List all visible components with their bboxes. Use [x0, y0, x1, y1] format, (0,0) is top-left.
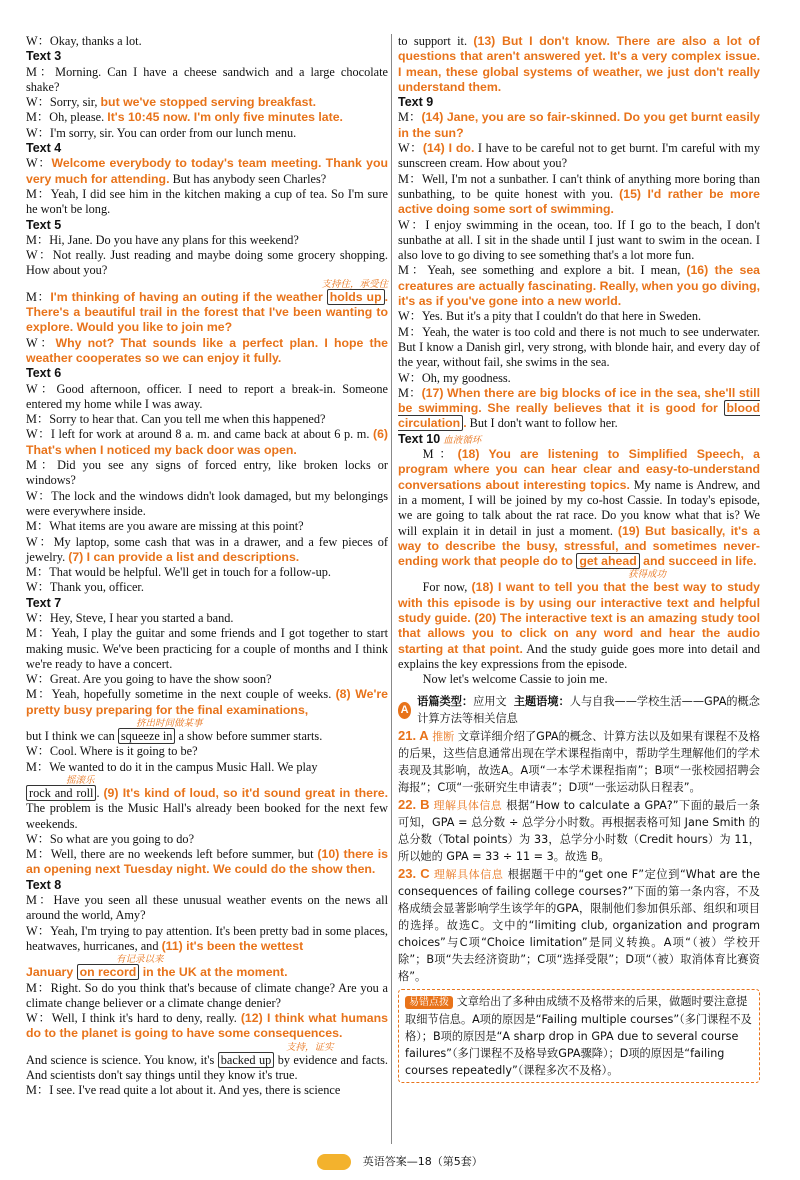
line: M：Have you seen all these unusual weather events on the news all around the world, Amy?	[26, 893, 388, 923]
line: W：(14) I do. I have to be careful not to get burnt. I'm careful with my sunscreen cream. How about you?	[398, 141, 761, 171]
page-footer	[0, 1153, 800, 1170]
line: W：So what are you going to do?	[26, 831, 195, 846]
section-heading: Text 8	[26, 877, 62, 892]
line: W：Not really. Just reading and maybe doing some grocery shopping. How about you?	[26, 248, 388, 278]
error-tip-box	[398, 989, 760, 1083]
section-heading: Text 7	[26, 595, 62, 610]
context-label: 主题语境：	[513, 695, 570, 709]
line: W：Well, I think it's hard to deny, really. (12) I think what humans do to the planet is going to have some consequences.	[26, 1011, 388, 1041]
tip-text: 文章给出了多种由成绩不及格带来的后果，做题时要注意提取细节信息。A项的原因是“Failing multiple courses”（多门课程不及格）；B项的原因是“A sharp drop in GPA due to several course failures”（多门课程不及格导致GPA骤降）；D项的原因是“failing courses repeatedly”（课程多次不及格）。	[405, 995, 752, 1078]
line: M：Hi, Jane. Do you have any plans for this weekend?	[26, 232, 299, 247]
genre-label: 语篇类型：	[417, 695, 474, 709]
line: M：Yeah, I did see him in the kitchen making a cup of tea. So I'm sure he won't be long.	[26, 186, 388, 217]
line: W：Yeah, I'm trying to pay attention. It's been pretty bad in some places, heatwaves, hurricanes, and (11) it's been the wettest	[26, 923, 388, 953]
line: W：Cool. Where is it going to be?	[26, 744, 198, 759]
section-heading: Text 10	[398, 431, 441, 446]
line: W：Sorry, sir, but we've stopped serving breakfast.	[26, 95, 316, 110]
line: to support it. (13) But I don't know. There are also a lot of questions that aren't answered yet. It's a very complex issue. I mean, these global systems of weather, we just don't really understand them.	[398, 34, 760, 94]
line	[398, 432, 760, 447]
annotation: 支持，证实	[286, 1041, 334, 1053]
line: W：Yes. But it's a pity that I couldn't do that here in Sweden.	[398, 309, 702, 324]
left-column	[26, 34, 388, 1099]
line: W：Hey, Steve, I hear you started a band.	[26, 610, 234, 625]
answer-21: 21. A 推断 文章详细介绍了GPA的概念、计算方法以及如果有课程不及格的后果，这些信息通常出现在学术课程指南中，帮助学生理解他们的学术表现及其影响，故选A。A项“一本学术课程指南”；B项“一张校园招聘会海报”；C项“一张研究生申请表”；D项“一张运动队日程表”。	[398, 728, 761, 795]
line: M：I see. I've read quite a lot about it. And yes, there is science	[26, 1083, 341, 1098]
line: W：The lock and the windows didn't look damaged, but my belongings were everywhere inside.	[26, 488, 388, 518]
section-heading: Text 9	[398, 95, 434, 110]
tip-label: 易错点拨	[405, 996, 453, 1009]
answer-23: 23. C 理解具体信息 根据题干中的“get one F”定位到“What are the consequences of failing college courses?”下面的第一条内容，不及格成绩会显著影响学生该学年的GPA，限制他们参加俱乐部、组织和项目的选择。故选C。文中的“limiting club, organization and program choices”与C项“Choice limitation”是同义转换。A项“（被）学校开除”；B项“失去经济资助”；C项“选择受限”；D项“（被）取消体育比赛资格”。	[398, 866, 760, 984]
line: W：Good afternoon, officer. I need to report a break-in. Someone entered my home while I was away.	[26, 381, 388, 411]
line: M：Morning. Can I have a cheese sandwich and a large chocolate shake?	[26, 64, 388, 94]
line: W：I enjoy swimming in the ocean, too. If I go to the beach, I don't sunbathe at all. I sit in the shade until I just want to swim in the ocean. I also love to go diving to see something that's a lot more fun.	[398, 217, 760, 263]
line: M：Yeah, hopefully sometime in the next couple of weeks. (8) We're pretty busy preparing for the final examinations,	[26, 687, 388, 717]
column-divider	[391, 34, 392, 1144]
line: but I think we can squeeze in a show before summer starts.	[26, 729, 323, 744]
line: M：Right. So do you think that's because of climate change? Are you a climate change believer or a climate change denier?	[26, 980, 388, 1010]
line: W：I'm sorry, sir. You can order from our lunch menu.	[26, 125, 297, 140]
right-column	[398, 34, 760, 1083]
annotation: 挤出时间做某事	[136, 718, 203, 730]
line: For now, (18) I want to tell you that the best way to study with this episode is by using our interactive text and helpful study guide. (20) The interactive text is an amazing study tool that allows you to click on any word and hear the audio starting at that point. And the study guide goes more into detail and explains the key expressions from the episode.	[398, 580, 761, 671]
section-heading: Text 5	[26, 217, 62, 232]
line: M：What items are you aware are missing at this point?	[26, 519, 304, 534]
annotation: 摇滚乐	[66, 774, 95, 786]
annotation: 支持住，承受住	[321, 278, 388, 290]
annotation: 有记录以来	[116, 954, 164, 966]
line: W：Welcome everybody to today's team meeting. Thank you very much for attending. But has anybody seen Charles?	[26, 156, 388, 186]
line: M：I'm thinking of having an outing if the weather holds up . There's a beautiful trail in the forest that I've been wanting to explore. Would you like to join me?	[26, 289, 389, 335]
line: W：Oh, my goodness.	[398, 370, 511, 385]
line: Now let's welcome Cassie to join me.	[422, 672, 608, 687]
publisher-logo-icon	[317, 1154, 351, 1170]
line: rock and roll . (9) It's kind of loud, so it'd sound great in there. The problem is the Music Hall's already been booked for the next few weekends.	[26, 785, 388, 831]
line: M：Sorry to hear that. Can you tell me when this happened?	[26, 412, 326, 427]
genre-line	[398, 693, 760, 727]
context: 人与自我——学校生活——GPA的概念计算方法等相关信息	[417, 695, 760, 726]
line: And science is science. You know, it's backed up by evidence and facts. And scientists don't say things until they know it's true.	[26, 1052, 388, 1082]
line: W：My laptop, some cash that was in a drawer, and a few pieces of jewelry. (7) I can provide a list and descriptions.	[26, 534, 388, 564]
line: W：Thank you, officer.	[26, 580, 144, 595]
line: M：Yeah, the water is too cold and there is not much to see underwater. But I know a Danish girl, very strong, with blonde hair, and every day of the year, without fail, she swims in the sea.	[398, 324, 760, 370]
line: W：Why not? That sounds like a perfect plan. I hope the weather cooperates so we can enjoy it fully.	[26, 335, 388, 365]
line: M：Yeah, see something and explore a bit. I mean, (16) the sea creatures are actually fascinating. Really, when you go diving, it's as if you've gone into a new world.	[398, 263, 761, 309]
genre: 应用文	[473, 695, 507, 709]
line: W：Okay, thanks a lot.	[26, 34, 142, 48]
line: January on record in the UK at the moment.	[26, 965, 288, 980]
line: W：I left for work at around 8 a. m. and came back at about 6 p. m. (6) That's when I noticed my back door was open.	[26, 427, 388, 457]
footer-text: 英语答案—18（第5套）	[362, 1155, 483, 1168]
line: M：We wanted to do it in the campus Music Hall. We play	[26, 759, 318, 774]
answer-22: 22. B 理解具体信息 根据“How to calculate a GPA?”下面的最后一条可知，GPA = 总分数 ÷ 总学分小时数。再根据表格可知 Jane Smith 的总分数（Total points）为 33，总学分小时数（Credit hours）为 11，所以她的 GPA = 33 ÷ 11 = 3。故选 B。	[398, 797, 760, 864]
line: M：Oh, please. It's 10:45 now. I'm only five minutes late.	[26, 110, 343, 125]
annotation: 血液循环	[443, 434, 482, 446]
section-heading: Text 6	[26, 366, 62, 381]
line: M：(14) Jane, you are so fair-skinned. Do you get burnt easily in the sun?	[398, 110, 760, 140]
line: M：That would be helpful. We'll get in touch for a follow-up.	[26, 565, 331, 580]
line: M：(18) You are listening to Simplified Speech, a program where you can hear clear and easy-to-understand conversations about interesting topics. My name is Andrew, and in a moment, I will be joined by my co-host Cassie. In today's episode, we are going to talk about the rat race. Do you know what that is? We will explain it in detail in just a moment. (19) But basically, it's a way to describe the busy, stressful, and sometimes never-ending work that people do to get ahead and succeed in life.	[398, 447, 761, 569]
line: M：Well, I'm not a sunbather. I can't think of anything more boring than sunbathing, to be quite honest with you. (15) I'd rather be more active doing some sort of swimming.	[398, 171, 760, 217]
passage-badge: A	[398, 702, 411, 719]
line: M：Well, there are no weekends left before summer, but (10) there is an opening next Tuesday night. We could do the show then.	[26, 847, 388, 877]
section-heading: Text 3	[26, 49, 62, 64]
line: M：Yeah, I play the guitar and some friends and I got together to start making music. We've been practicing for a couple of months and I think we're ready to have a concert.	[26, 626, 388, 671]
section-heading: Text 4	[26, 141, 62, 156]
annotation: 获得成功	[628, 569, 667, 581]
line: M：Did you see any signs of forced entry, like broken locks or windows?	[26, 458, 388, 488]
line: M：(17) When there are big blocks of ice in the sea, she'll still be swimming. She really believes that it is good for blood circulation . But I don't want to follow her.	[398, 385, 760, 431]
line: W：Great. Are you going to have the show soon?	[26, 672, 272, 687]
